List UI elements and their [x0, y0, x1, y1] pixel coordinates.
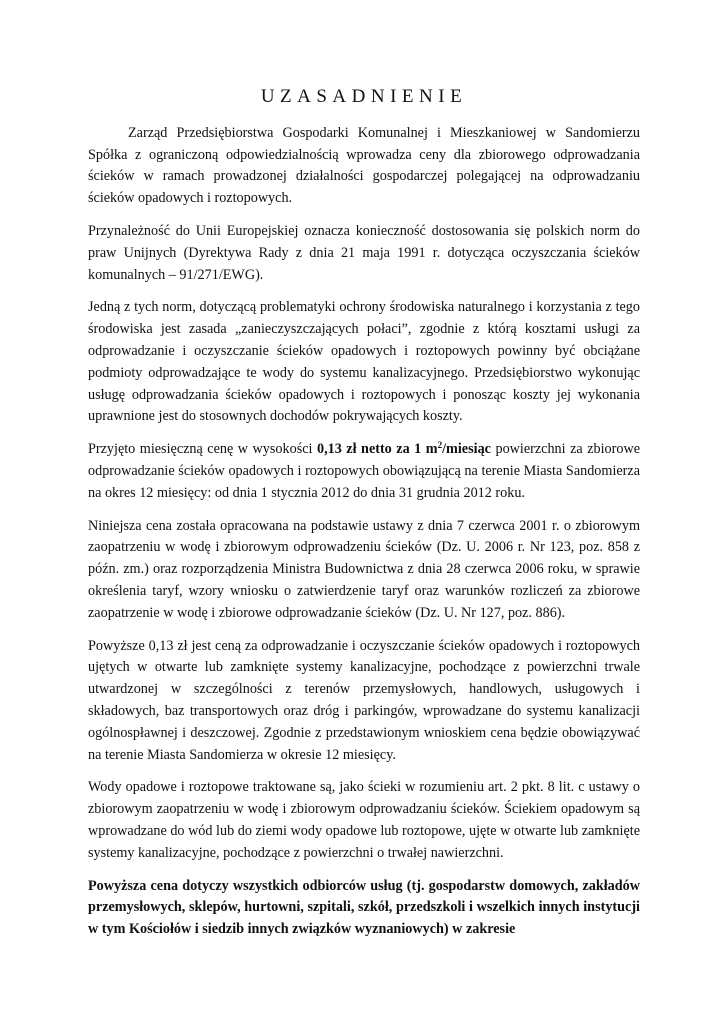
document-title: UZASADNIENIE [260, 86, 468, 107]
price-description-text: powierzchni za zbiorowe odprowadzanie ścieków opadowych i roztopowych obowiązującą na terenie Miasta Sandomierza na okres 12 miesięcy: od dnia 1 stycznia 2012 do dnia 31 grudnia 2012 roku. [88, 441, 640, 501]
paragraph-recipients: Powyższa cena dotyczy wszystkich odbiorców usług (tj. gospodarstw domowych, zakładów przemysłowych, sklepów, hurtowni, szpitali, szkół, przedszkoli i wszelkich innych instytucji w tym Kościołów i siedzib innych związków wyznaniowych) w zakresie [88, 877, 640, 938]
price-intro-text: Przyjęto miesięczną cenę w wysokości [88, 441, 317, 458]
document-page [88, 86, 640, 952]
price-value: 0,13 zł netto za 1 m [316, 441, 438, 458]
paragraph-polluter-pays: Jedną z tych norm, dotyczącą problematyki ochrony środowiska naturalnego i korzystania z tego środowiska jest zasada „zanieczyszczających połaci”, zgodnie z którą kosztami usługi za odprowadzanie i oczyszczanie ścieków opadowych i roztopowych powinny być obciążane podmioty odprowadzające te wody do systemu kanalizacyjnego. Przedsiębiorstwo wykonując usługę odprowadzania ścieków opadowych i roztopowych i ponosząc koszty jej wykonania uprawnione jest do stosownych dochodów pokrywających koszty. [88, 299, 640, 425]
paragraph-definition: Wody opadowe i roztopowe traktowane są, jako ścieki w rozumieniu art. 2 pkt. 8 lit. c ustawy o zbiorowym zaopatrzeniu w wodę i zbiorowym odprowadzaniu ścieków. Ściekiem opadowym są wprowadzane do wód lub do ziemi wody opadowe lub roztopowe, ujęte w otwarte lub zamknięte systemy kanalizacyjne, pochodzące z powierzchni o trwałej nawierzchni. [88, 779, 640, 861]
price-unit-superscript: 2 [437, 440, 443, 451]
paragraph-legal-basis: Niniejsza cena została opracowana na podstawie ustawy z dnia 7 czerwca 2001 r. o zbiorowym zaopatrzeniu w wodę i zbiorowym odprowadzeniu ścieków (Dz. U. 2006 r. Nr 123, poz. 858 z późn. zm.) oraz rozporządzenia Ministra Budownictwa z dnia 28 czerwca 2006 roku, w sprawie określenia taryf, wzory wniosku o zatwierdzenie taryf oraz warunków rozliczeń za zbiorowe zaopatrzenie w wodę i zbiorowe odprowadzanie ścieków (Dz. U. Nr 127, poz. 886). [88, 517, 640, 621]
paragraph-intro: Zarząd Przedsiębiorstwa Gospodarki Komunalnej i Mieszkaniowej w Sandomierzu Spółka z ograniczoną odpowiedzialnością wprowadza ceny dla zbiorowego odprowadzania ścieków w ramach prowadzonej działalności gospodarczej polegającej na odprowadzaniu ścieków opadowych i roztopowych. [88, 124, 640, 207]
paragraph-price-scope: Powyższe 0,13 zł jest ceną za odprowadzanie i oczyszczanie ścieków opadowych i roztopowych ujętych w otwarte lub zamknięte systemy kanalizacyjne, pochodzące z powierzchni trwale utwardzonej w szczególności z terenów przemysłowych, handlowych, usługowych i składowych, baz transportowych oraz dróg i parkingów, wprowadzane do systemu kanalizacji ogólnospławnej i deszczowej. Zgodnie z przedstawionym wnioskiem cena będzie obowiązywać na terenie Miasta Sandomierza w okresie 12 miesięcy. [88, 637, 640, 763]
paragraph-price [88, 439, 640, 504]
price-unit: /miesiąc [442, 441, 491, 458]
paragraph-eu-membership: Przynależność do Unii Europejskiej oznacza konieczność dostosowania się polskich norm do praw Unijnych (Dyrektywa Rady z dnia 21 maja 1991 r. dotycząca oczyszczania ścieków komunalnych – 91/271/EWG). [88, 222, 640, 283]
